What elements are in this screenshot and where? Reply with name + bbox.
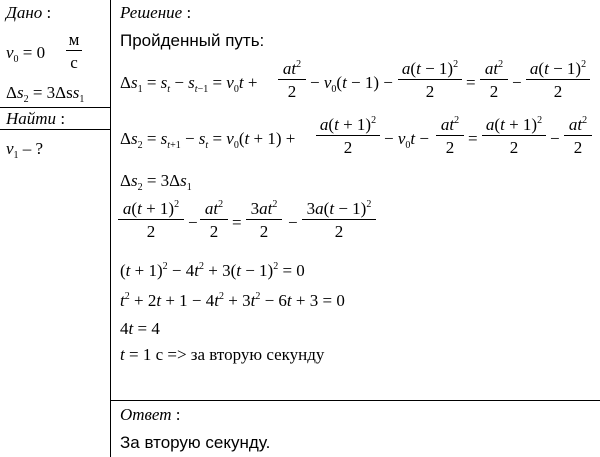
divider-find-bottom xyxy=(0,129,111,130)
given-v0: $v_0 = 0$ xyxy=(6,43,46,65)
given-header: Дано : xyxy=(6,3,52,22)
divider-given-find xyxy=(0,107,111,108)
given-unit-fraction: м с xyxy=(66,31,82,71)
equation-4t: 4t = 4 xyxy=(120,319,160,338)
equation-ds-relation: $\Delta s_2 = 3\Delta s_1$ xyxy=(120,171,192,193)
solution-header: Решение : xyxy=(120,3,192,22)
divider-solution-answer xyxy=(110,400,600,401)
equation-polynomial: $t^2 + 2t + 1 - 4t^2 + 3t^2 - 6t + 3 = 0$ xyxy=(120,291,345,310)
given-ds-relation: $\Delta s_2 = 3\Delta ss_1$ xyxy=(6,83,85,105)
equation-expanded: $(t + 1)^2 - 4t^2 + 3(t - 1)^2 = 0$ xyxy=(120,261,305,280)
answer-header: Ответ : xyxy=(120,405,181,424)
answer-text: За вторую секунду. xyxy=(120,433,271,452)
find-header: Найти : xyxy=(6,109,66,128)
find-v1: $v_1$ – ? xyxy=(6,139,44,161)
solution-path-label: Пройденный путь: xyxy=(120,31,265,50)
solution-conclusion: t = 1 с => за вторую секунду xyxy=(120,345,325,364)
divider-vertical xyxy=(110,0,111,457)
